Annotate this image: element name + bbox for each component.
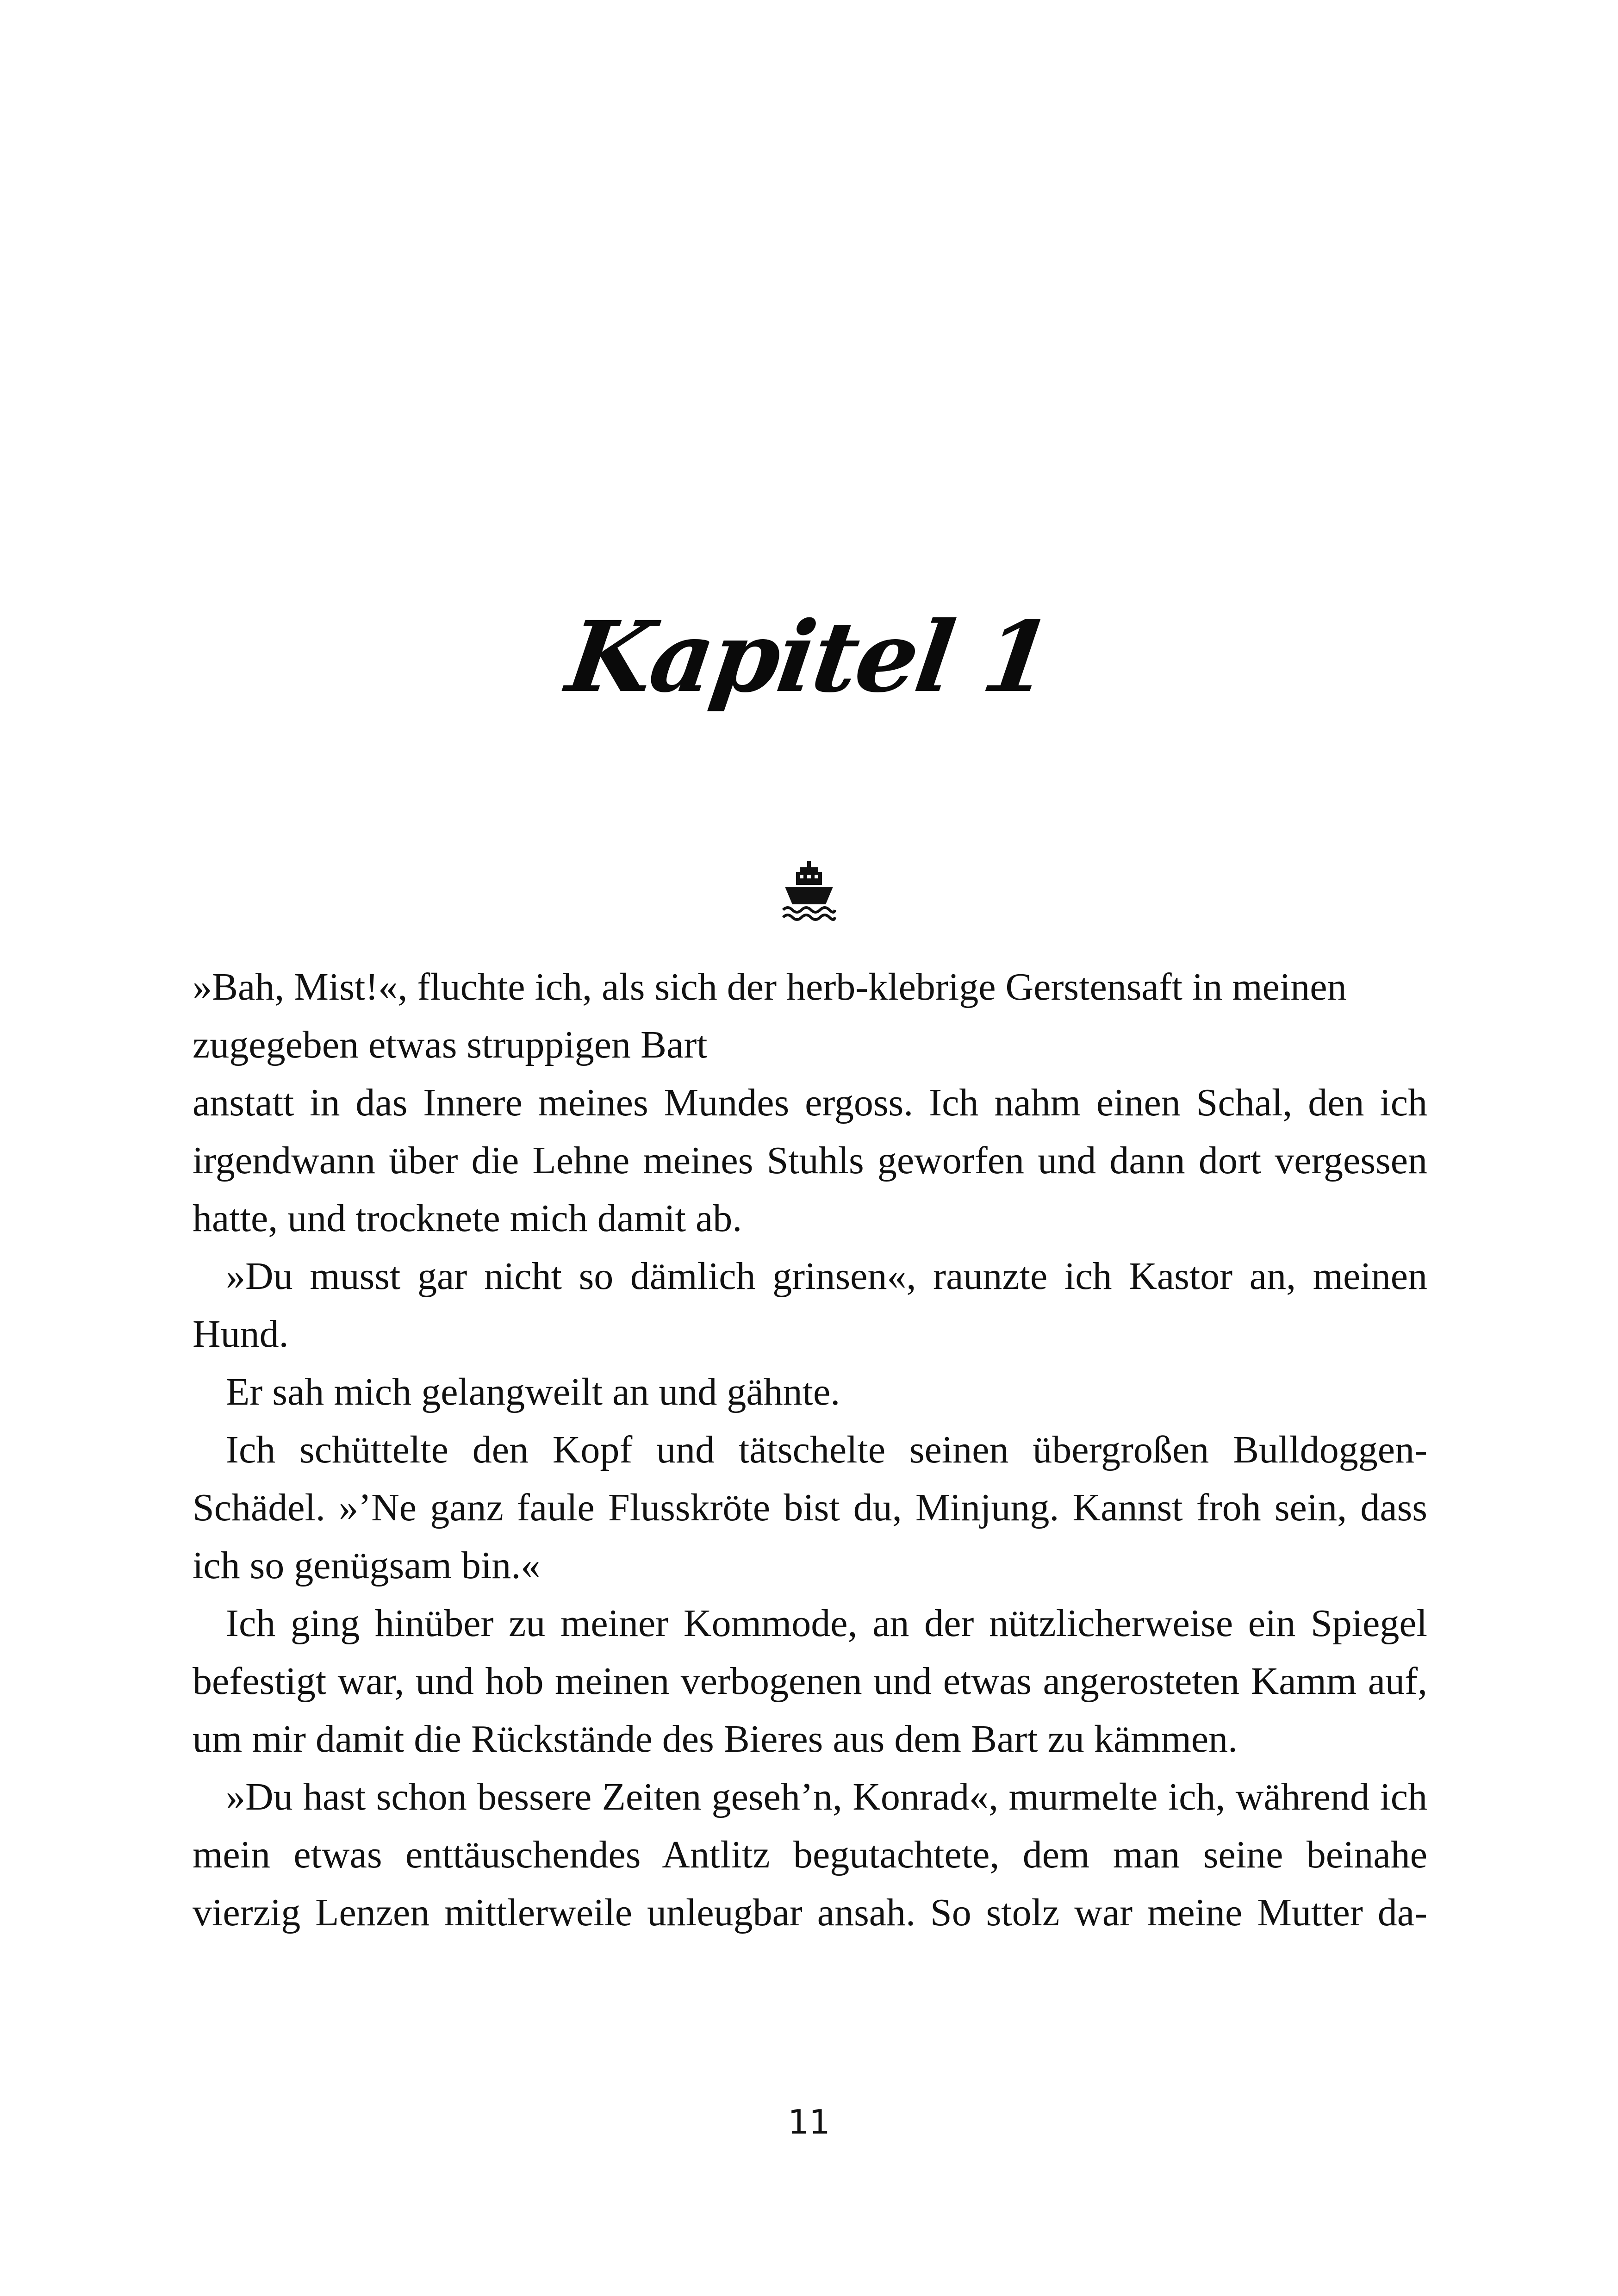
- paragraph-3: »Du musst gar nicht so dämlich grinsen«, raunzte ich Kastor an, meinen Hund.: [193, 1255, 1427, 1356]
- page-number: 11: [788, 2103, 830, 2141]
- ship-icon: [781, 860, 837, 925]
- paragraph-4: Er sah mich gelangweilt an und gähnte.: [226, 1370, 840, 1413]
- body-text: [193, 958, 1427, 1941]
- paragraph-6: Ich ging hinüber zu meiner Kommode, an der nützlicherweise ein Spiegel befestigt war, und hob meinen verbogenen und etwas angerosteten Kamm auf, um mir damit die Rückstände des Bieres aus dem Bart zu kämmen.: [193, 1602, 1427, 1761]
- chapter-title: Kapitel 1: [560, 600, 1058, 714]
- paragraph-1: »Bah, Mist!«, fluchte ich, als sich der herb-klebrige Gerstensaft in meinen zugegeben etwas struppigen Bart: [193, 965, 1347, 1066]
- paragraph-7: »Du hast schon bessere Zeiten geseh’n, Konrad«, murmelte ich, während ich mein etwas enttäuschendes Antlitz begutachtete, dem man seine beinahe vierzig Lenzen mittlerweile unleugbar ansah. So stolz war meine Mutter da-: [193, 1775, 1427, 1934]
- paragraph-2: anstatt in das Innere meines Mundes ergoss. Ich nahm einen Schal, den ich irgendwann über die Lehne meines Stuhls geworfen und dann dort vergessen hatte, und trocknete mich damit ab.: [193, 1081, 1427, 1240]
- paragraph-5: Ich schüttelte den Kopf und tätschelte seinen übergroßen BulldoggenSchädel. »’Ne ganz faule Flusskröte bist du, Minjung. Kannst froh sein, dass ich so genügsam bin.«: [193, 1428, 1427, 1587]
